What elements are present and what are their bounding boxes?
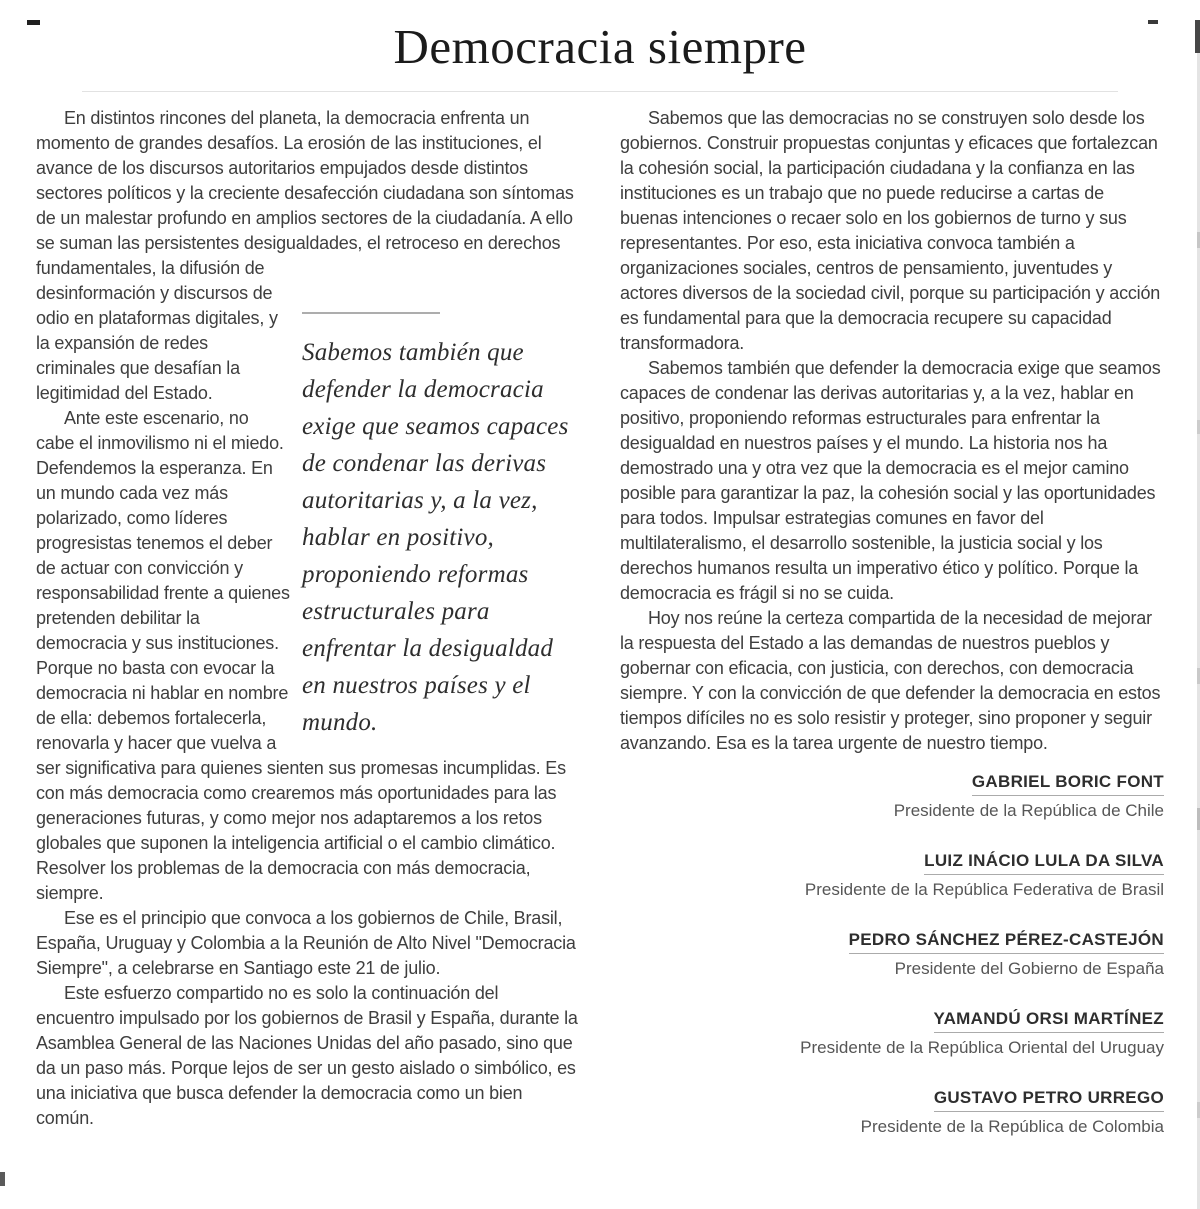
scan-artifact-top-right	[1195, 20, 1200, 53]
paragraph-shared-effort: Este esfuerzo compartido no es solo la continuación del encuentro impulsado por los gobiernos de Brasil y España, durante la Asamblea General de las Naciones Unidas del año pasado, sino que da un paso más. Porque lejos de ser un gesto aislado o simbólico, es una iniciativa que busca defender la democracia como un bien común.	[36, 982, 578, 1128]
pull-quote	[302, 256, 580, 741]
paragraph-closing: Hoy nos reúne la certeza compartida de la necesidad de mejorar la respuesta del Estado a las demandas de nuestros pueblos y gobernar con eficacia, con justicia, con derechos, con democracia siempre. Y con la convicción de que defender la democracia en estos tiempos difíciles no es solo resistir y proteger, sino proponer y seguir avanzando. Esa es la tarea urgente de nuestro tiempo.	[620, 607, 1161, 753]
signature-role: Presidente del Gobierno de España	[894, 958, 1164, 978]
signature-name: GABRIEL BORIC FONT	[972, 772, 1164, 796]
paragraph-principle: Ese es el principio que convoca a los gobiernos de Chile, Brasil, España, Uruguay y Colombia a la Reunión de Alto Nivel "Democracia Siempre", a celebrarse en Santiago este 21 de julio.	[36, 907, 576, 978]
scan-artifact-top-mid	[1148, 20, 1158, 24]
signature-name: GUSTAVO PETRO URREGO	[934, 1088, 1164, 1112]
signature-role: Presidente de la República de Colombia	[860, 1116, 1164, 1136]
pull-quote-rule	[302, 312, 440, 314]
article-columns	[36, 106, 1164, 1167]
pull-quote-text: Sabemos también que defender la democracia exige que seamos capaces de condenar las derivas autoritarias y, a la vez, hablar en positivo, proponiendo reformas estructurales para enfrentar la desigualdad en nuestros países y el mundo.	[302, 338, 569, 736]
signature-role: Presidente de la República de Chile	[893, 800, 1164, 820]
paragraph-defend-democracy: Sabemos también que defender la democracia exige que seamos capaces de condenar las derivas autoritarias y, a la vez, hablar en positivo, proponiendo reformas estructurales para enfrentar la desigualdad en nuestros países y el mundo. La historia nos ha demostrado una y otra vez que la democracia es el mejor camino posible para garantizar la paz, la cohesión social y las oportunidades para todos. Impulsar estrategias comunes en favor del multilateralismo, el desarrollo sostenible, la justicia social y los derechos humanos resulta un imperativo ético y político. Porque la democracia es frágil si no se cuida.	[620, 357, 1161, 603]
signature-role: Presidente de la República Oriental del Uruguay	[800, 1037, 1164, 1057]
signatures-list	[620, 772, 1164, 1137]
signature-boric	[620, 772, 1164, 821]
scan-artifact-top-left	[27, 20, 40, 25]
masthead	[36, 20, 1164, 74]
left-column	[36, 106, 580, 1167]
signature-name: YAMANDÚ ORSI MARTÍNEZ	[934, 1009, 1164, 1033]
paragraph-intro-continued: fundamentales, la difusión de desinformación y discursos de odio en plataformas digitales, y la expansión de redes criminales que desafían la legitimidad del Estado.	[36, 257, 278, 403]
signature-orsi	[620, 1009, 1164, 1058]
signature-name: PEDRO SÁNCHEZ PÉREZ-CASTEJÓN	[849, 930, 1164, 954]
signature-role: Presidente de la República Federativa de Brasil	[804, 879, 1164, 899]
signature-name: LUIZ INÁCIO LULA DA SILVA	[924, 851, 1164, 875]
signature-petro	[620, 1088, 1164, 1137]
scan-artifact-bottom-left	[0, 1172, 5, 1186]
right-column	[620, 106, 1164, 1167]
article-title: Democracia siempre	[393, 19, 807, 74]
paragraph-democracies: Sabemos que las democracias no se construyen solo desde los gobiernos. Construir propuestas conjuntas y eficaces que fortalezcan la cohesión social, la participación ciudadana y la confianza en las instituciones es un trabajo que no puede reducirse a cartas de buenas intenciones o recaer solo en los gobiernos de turno y sus representantes. Por eso, esta iniciativa convoca también a organizaciones sociales, centros de pensamiento, juventudes y actores diversos de la sociedad civil, porque su participación y acción es fundamental para que la democracia recupere su capacidad transformadora.	[620, 107, 1161, 353]
signature-lula	[620, 851, 1164, 900]
paragraph-intro: En distintos rincones del planeta, la democracia enfrenta un momento de grandes desafíos. La erosión de las instituciones, el avance de los discursos autoritarios empujados desde distintos sectores políticos y la creciente desafección ciudadana son síntomas de un malestar profundo en amplios sectores de la ciudadanía. A ello se suman las persistentes desigualdades, el retroceso en derechos	[36, 107, 574, 253]
signature-sanchez	[620, 930, 1164, 979]
title-divider-rule	[82, 91, 1118, 92]
paragraph-scenario: Ante este escenario, no cabe el inmovilismo ni el miedo. Defendemos la esperanza. En un mundo cada vez más polarizado, como líderes progresistas tenemos el deber de actuar con convicción y responsabilidad frente a quienes pretenden debilitar la democracia y sus instituciones. Porque no basta con evocar la democracia ni hablar en nombre de ella: debemos fortalecerla, renovarla y hacer que vuelva a ser significativa para quienes sienten sus promesas incumplidas. Es con más democracia como crearemos más oportunidades para las generaciones futuras, y como mejor nos adaptaremos a los retos globales que suponen la inteligencia artificial o el cambio climático. Resolver los problemas de la democracia con más democracia, siempre.	[36, 407, 566, 903]
newspaper-page	[0, 20, 1200, 1167]
